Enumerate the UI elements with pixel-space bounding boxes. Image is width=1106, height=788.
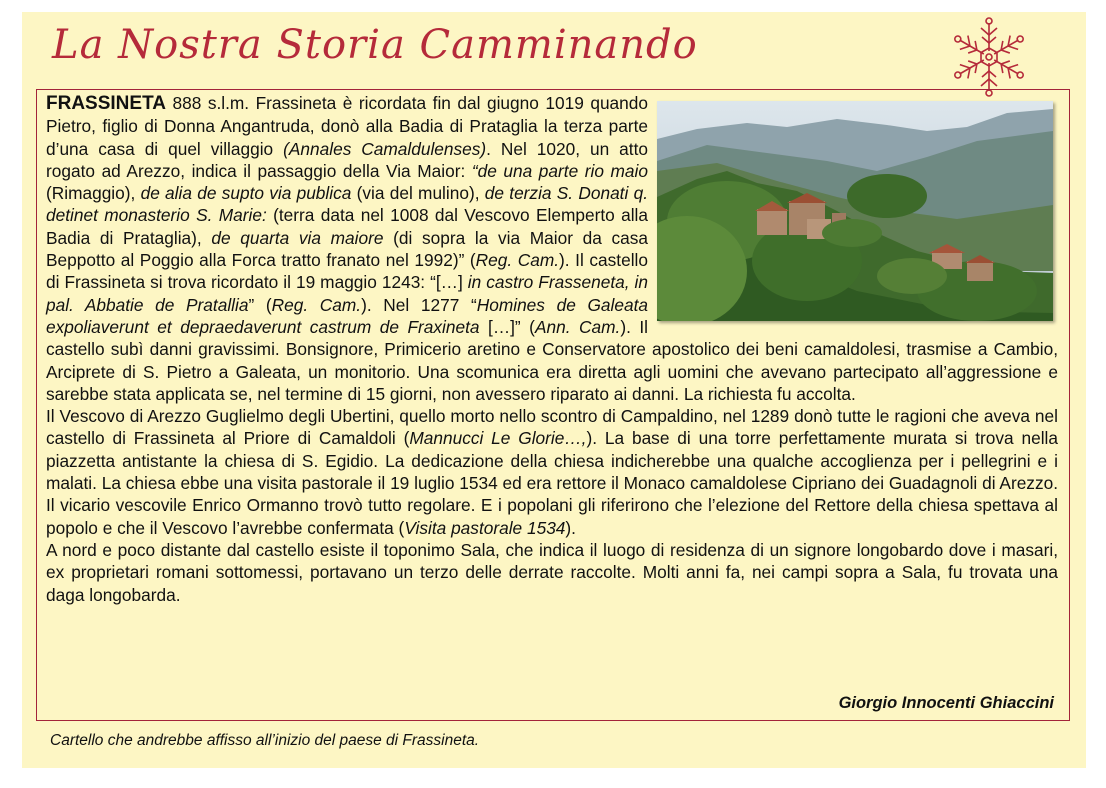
- author-name: Giorgio Innocenti Ghiaccini: [838, 694, 1054, 712]
- p1-text: (via del mulino),: [351, 183, 485, 204]
- p1-text: (Rimaggio),: [46, 183, 141, 204]
- article-body: [46, 92, 1058, 606]
- p2-text: ).: [565, 517, 576, 538]
- latin-quote: de quarta via maiore: [211, 227, 384, 248]
- place-name: FRASSINETA: [46, 93, 166, 114]
- p1-text: . Nel 1020, un atto rogato ad Arezzo, indica il passaggio della Via Maior:: [46, 138, 648, 181]
- latin-quote: in castro Frasseneta, in pal. Abbatie de Pratallia: [46, 272, 648, 315]
- page-title: La Nostra Storia Camminando: [52, 22, 698, 68]
- photo-spacer: [648, 92, 1058, 328]
- latin-quote: de terzia S. Donati q. detinet monasterio S. Marie:: [46, 183, 648, 226]
- latin-quote: de alia de supto via publica: [140, 183, 352, 204]
- paragraph-2: [46, 405, 1058, 539]
- p2-text: Il Vescovo di Arezzo Guglielmo degli Ubertini, quello morto nello scontro di Campaldino, nel 1289 donò tutte le ragioni che aveva nel castello di Frassineta al Priore di Camaldoli (: [46, 406, 1058, 449]
- p1-text: ” (: [248, 294, 272, 315]
- p1-text: (di sopra la via Maior da casa Beppotto al Poggio alla Forca tratto franato nel 1992)” (: [46, 227, 648, 271]
- citation: (Annales Camaldulenses): [283, 138, 487, 159]
- citation: Ann. Cam.: [534, 316, 621, 337]
- p1-text: 888 s.l.m. Frassineta è ricordata fin dal giugno 1019 quando Pietro, figlio di Donna Angantruda, donò alla Badia di Prataglia la terza parte d’una casa di quel villaggio: [46, 93, 648, 159]
- snowflake-emblem-icon: [948, 16, 1030, 98]
- p2-text: ). La base di una torre perfettamente murata si trova nella piazzetta antistante la chiesa di S. Egidio. La dedicazione della chiesa indicherebbe una qualche accoglienza per i pellegrini e i malati. La chiesa ebbe una visita pastorale il 19 luglio 1534 ed era rettore il Monaco camaldolese Cipriano dei Guadagnoli di Arezzo. Il vicario vescovile Enrico Ormanno trovò tutto regolare. E i popolani gli riferirono che l’elezione del Rettore della chiesa spettava al popolo e che il Vescovo l’avrebbe confermata (: [46, 428, 1058, 538]
- citation: Reg. Cam.: [271, 294, 362, 315]
- latin-quote: Homines de Galeata expoliaverunt et depraedaverunt castrum de Fraxineta: [46, 294, 648, 337]
- citation: Mannucci Le Glorie…,: [409, 428, 587, 449]
- p1-text: ). Nel 1277 “: [361, 294, 477, 315]
- p1-text: ). Il castello di Frassineta si trova ricordato il 19 maggio 1243: “[…]: [46, 250, 648, 293]
- p1-text: ). Il castello subì danni gravissimi. Bonsignore, Primicerio aretino e Conservatore apostolico dei beni camaldolesi, trasmise a Cambio, Arciprete di S. Pietro a Galeata, un monitorio. Una scomunica era diretta agli uomini che avevano partecipato all’aggressione e sarebbe stata applicata se, nel termine di 15 giorni, non avessero riparato ai danni. La richiesta fu accolta.: [46, 316, 1058, 404]
- p1-text: […]” (: [479, 316, 535, 337]
- p1-text: (terra data nel 1008 dal Vescovo Elemperto alla Badia di Prataglia),: [46, 205, 648, 248]
- citation: Reg. Cam.: [475, 250, 560, 271]
- citation: Visita pastorale 1534: [404, 517, 566, 538]
- latin-quote: “de una parte rio maio: [471, 160, 648, 181]
- footer-caption: Cartello che andrebbe affisso all’inizio del paese di Frassineta.: [50, 732, 480, 749]
- paragraph-3: A nord e poco distante dal castello esiste il toponimo Sala, che indica il luogo di residenza di un signore longobardo dove i masari, ex proprietari romani sottomessi, portavano un terzo delle derrate raccolte. Molti anni fa, nei campi sopra a Sala, fu trovata una daga longobarda.: [46, 539, 1058, 605]
